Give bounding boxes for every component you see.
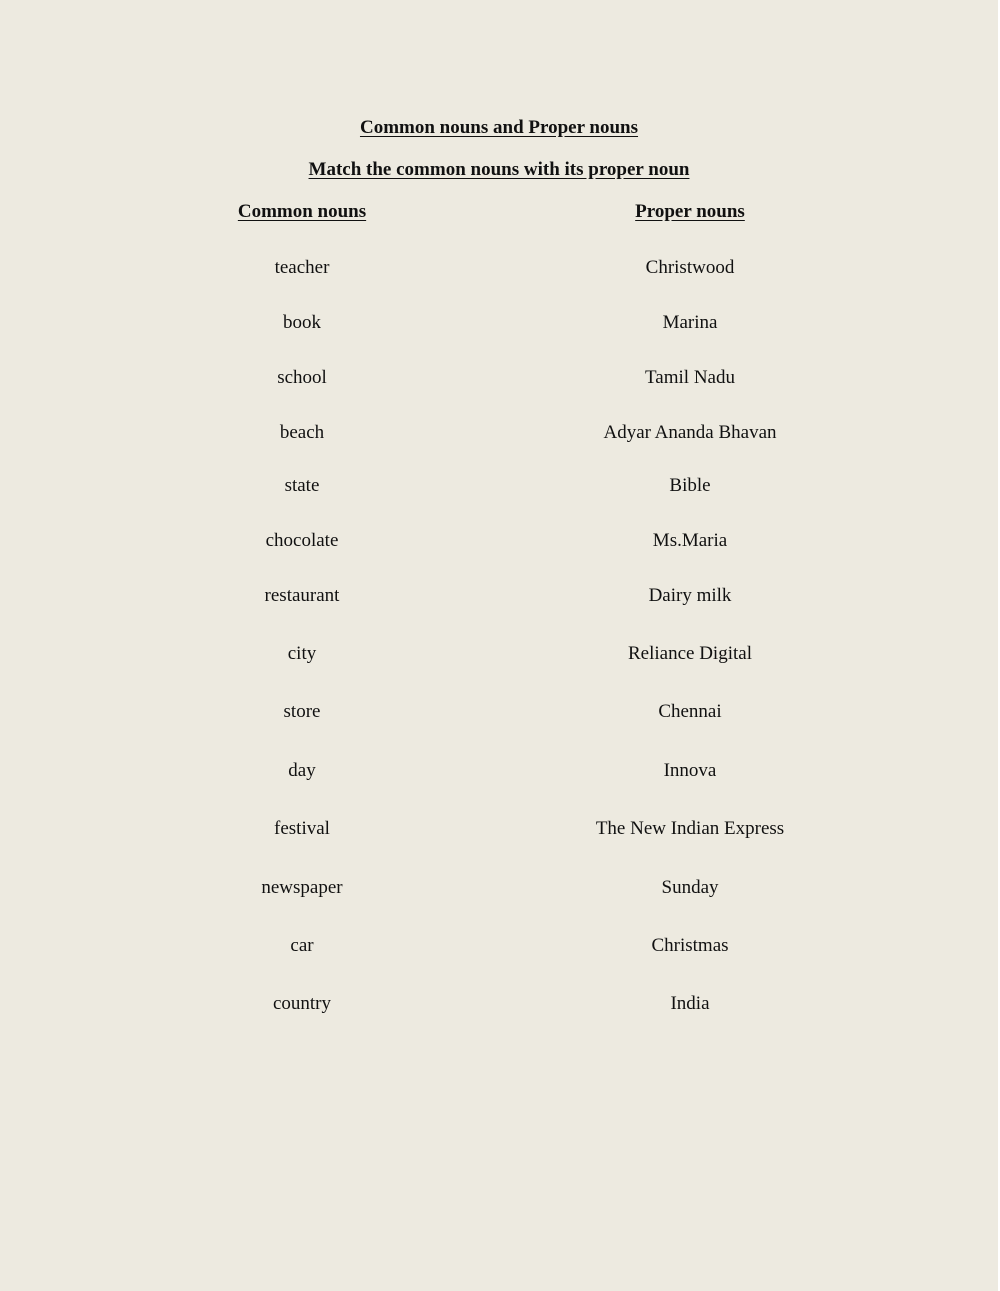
common-noun-item: chocolate (265, 530, 339, 551)
proper-noun-item: Adyar Ananda Bhavan (603, 422, 777, 443)
common-noun-item: festival (274, 818, 330, 839)
proper-noun-item: Sunday (661, 877, 719, 898)
proper-noun-item: Tamil Nadu (645, 367, 735, 388)
proper-noun-item: Christwood (645, 257, 735, 278)
common-noun-item: car (290, 935, 314, 956)
worksheet-instruction: Match the common nouns with its proper noun (308, 159, 690, 180)
common-nouns-header: Common nouns (237, 201, 367, 222)
common-noun-item: store (283, 701, 321, 722)
proper-noun-item: Marina (662, 312, 718, 333)
common-noun-item: beach (279, 422, 325, 443)
proper-noun-item: Chennai (658, 701, 722, 722)
proper-noun-item: Ms.Maria (652, 530, 728, 551)
common-noun-item: state (284, 475, 320, 496)
common-noun-item: country (272, 993, 332, 1014)
proper-noun-item: Innova (663, 760, 717, 781)
common-noun-item: school (277, 367, 327, 388)
proper-noun-item: Reliance Digital (628, 643, 752, 664)
proper-noun-item: India (670, 993, 710, 1014)
common-noun-item: restaurant (264, 585, 340, 606)
worksheet-title: Common nouns and Proper nouns (359, 117, 639, 138)
proper-noun-item: Dairy milk (648, 585, 732, 606)
common-noun-item: teacher (274, 257, 330, 278)
common-noun-item: day (288, 760, 316, 781)
proper-nouns-header: Proper nouns (635, 201, 745, 222)
common-noun-item: book (283, 312, 321, 333)
proper-noun-item: Bible (669, 475, 711, 496)
proper-noun-item: The New Indian Express (595, 818, 785, 839)
proper-noun-item: Christmas (651, 935, 729, 956)
common-noun-item: newspaper (261, 877, 343, 898)
common-noun-item: city (287, 643, 317, 664)
